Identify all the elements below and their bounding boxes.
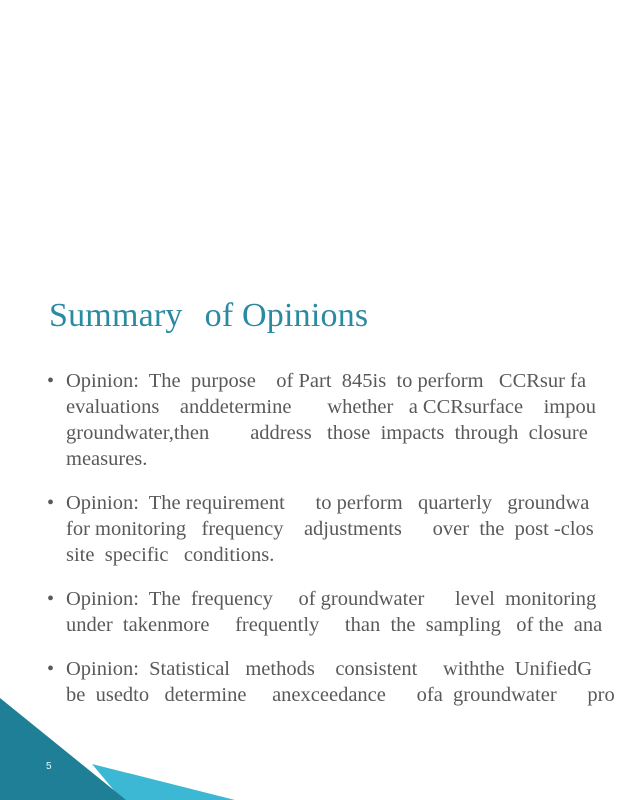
bullet-line: for monitoring frequency adjustments over the post -clos <box>66 518 594 540</box>
bullet-dot-icon: • <box>47 588 55 610</box>
bullet-dot-icon: • <box>47 492 55 514</box>
bullet-line: site specific conditions. <box>66 544 275 566</box>
bullet-line: Opinion: The purpose of Part 845is to perform CCRsur fa <box>66 370 587 392</box>
bullet-line: be usedto determine anexceedance ofa groundwater pro <box>66 684 615 706</box>
slide-title-word-1: Summary <box>49 297 183 334</box>
slide-title-word-2: of Opinions <box>204 297 369 334</box>
corner-dark-triangle <box>0 698 126 800</box>
bullet-line: Opinion: Statistical methods consistent withthe UnifiedG <box>66 658 593 680</box>
bullet-dot-icon: • <box>47 658 55 680</box>
bullet-line: Opinion: The frequency of groundwater level monitoring <box>66 588 597 610</box>
bullet-dot-icon: • <box>47 370 55 392</box>
bullet-line: Opinion: The requirement to perform quarterly groundwa <box>66 492 590 514</box>
bullet-line: measures. <box>66 448 148 470</box>
bullet-line: groundwater,then address those impacts through closure <box>66 422 588 444</box>
bullet-line: under takenmore frequently than the sampling of the ana <box>66 614 603 636</box>
page-number: 5 <box>46 761 52 772</box>
bullet-line: evaluations anddetermine whether a CCRsurface impou <box>66 396 597 418</box>
